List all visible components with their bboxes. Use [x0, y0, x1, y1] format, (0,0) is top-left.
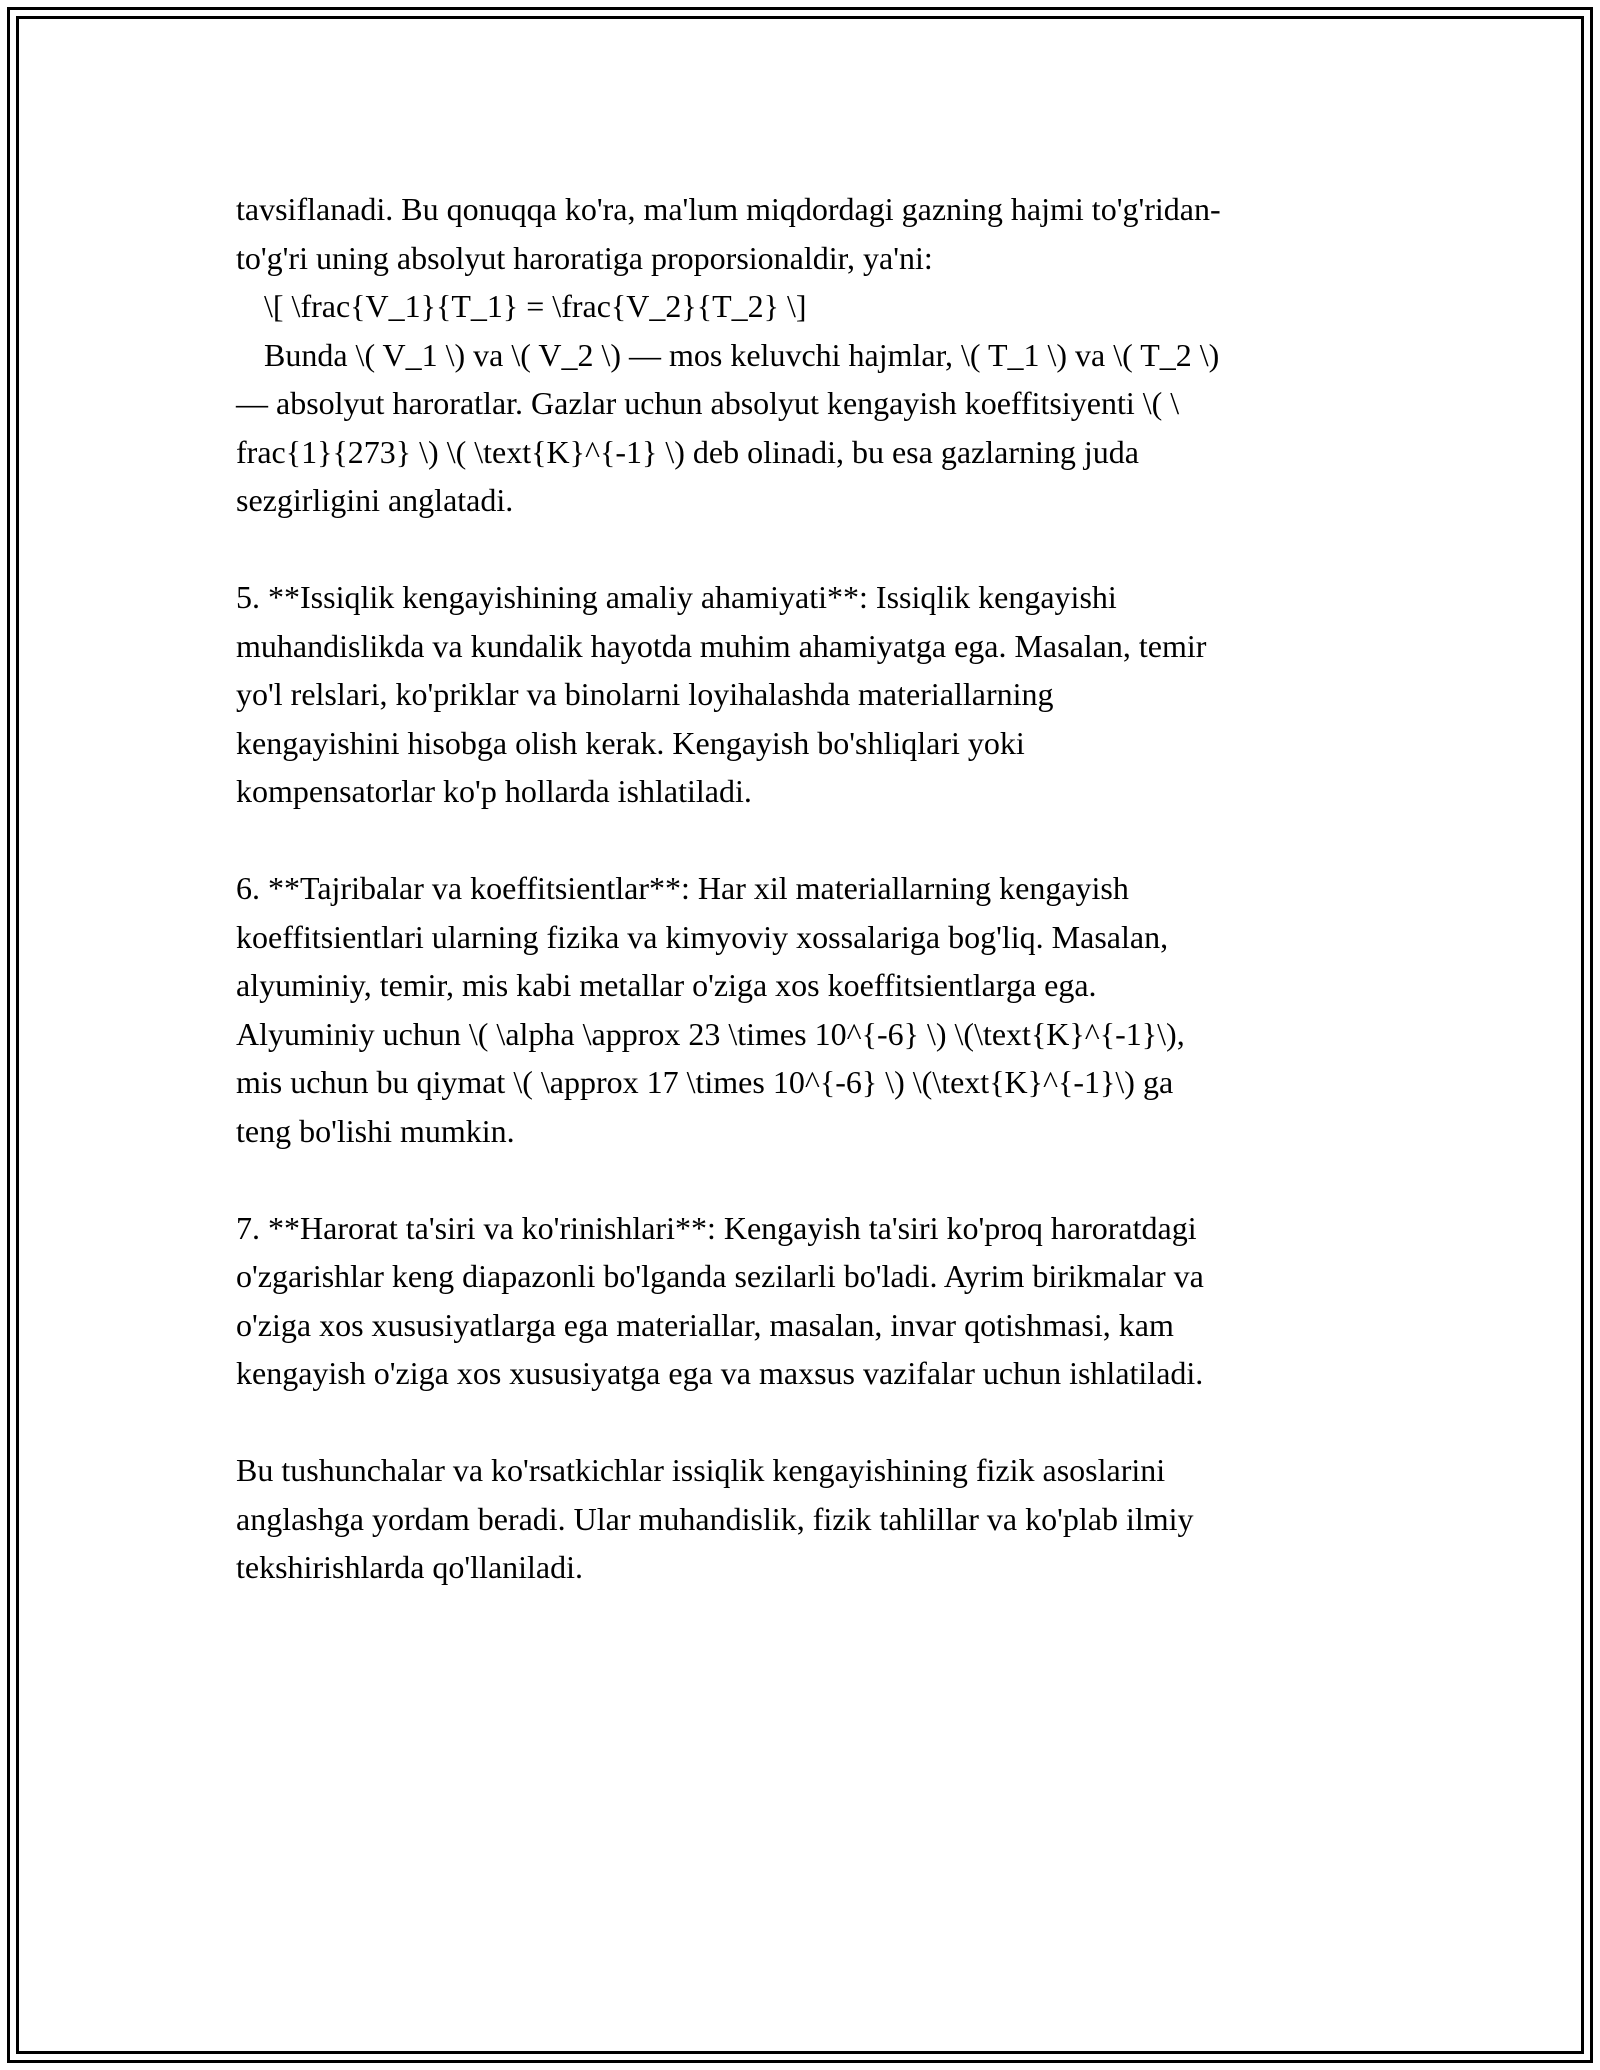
paragraph-conclusion [236, 1446, 1376, 1592]
text-line: anglashga yordam beradi. Ular muhandislik, fizik tahlillar va ko'plab ilmiy [236, 1500, 1194, 1537]
text-line: o'ziga xos xususiyatlarga ega materiallar, masalan, invar qotishmasi, kam [236, 1306, 1174, 1343]
text-line: 7. **Harorat ta'siri va ko'rinishlari**: Kengayish ta'siri ko'proq haroratdagi [236, 1209, 1197, 1246]
text-line: frac{1}{273} \) \( \text{K}^{-1} \) deb olinadi, bu esa gazlarning juda [236, 433, 1139, 470]
text-line: yo'l relslari, ko'priklar va binolarni loyihalashda materiallarning [236, 676, 1054, 712]
paragraph-temperature-effect [236, 1204, 1376, 1398]
text-line: tekshirishlarda qo'llaniladi. [236, 1549, 584, 1585]
text-line: kompensatorlar ko'p hollarda ishlatiladi. [236, 773, 752, 809]
text-line: 5. **Issiqlik kengayishining amaliy ahamiyati**: Issiqlik kengayishi [236, 579, 1117, 615]
paragraph-spacer [236, 1155, 1376, 1204]
text-line: 6. **Tajribalar va koeffitsientlar**: Har xil materiallarning kengayish [236, 870, 1129, 906]
text-line: — absolyut haroratlar. Gazlar uchun absolyut kengayish koeffitsiyenti \( \ [236, 385, 1180, 421]
text-line: Bunda \( V_1 \) va \( V_2 \) — mos keluvchi hajmlar, \( T_1 \) va \( T_2 \) [264, 336, 1220, 373]
paragraph-experiments-coefficients [236, 864, 1376, 1155]
text-line: koeffitsientlari ularning fizika va kimyoviy xossalariga bog'liq. Masalan, [236, 918, 1169, 955]
paragraph-gas-law [236, 185, 1376, 525]
text-line: Bu tushunchalar va ko'rsatkichlar issiqlik kengayishining fizik asoslarini [236, 1452, 1166, 1488]
text-line: tavsiflanadi. Bu qonuqqa ko'ra, ma'lum miqdordagi gazning hajmi to'g'ridan- [236, 191, 1221, 227]
text-line: muhandislikda va kundalik hayotda muhim ahamiyatga ega. Masalan, temir [236, 627, 1207, 664]
text-line: to'g'ri uning absolyut haroratiga proporsionaldir, ya'ni: [236, 239, 933, 276]
paragraph-spacer [236, 525, 1376, 574]
text-line: mis uchun bu qiymat \( \approx 17 \times 10^{-6} \) \(\text{K}^{-1}\) ga [236, 1064, 1174, 1100]
text-line: Alyuminiy uchun \( \alpha \approx 23 \times 10^{-6} \) \(\text{K}^{-1}\), [236, 1015, 1185, 1052]
paragraph-spacer [236, 1398, 1376, 1447]
text-line: sezgirligini anglatadi. [236, 482, 514, 518]
document-body [236, 185, 1376, 1592]
text-line: alyuminiy, temir, mis kabi metallar o'ziga xos koeffitsientlarga ega. [236, 967, 1097, 1003]
text-line: kengayish o'ziga xos xususiyatga ega va maxsus vazifalar uchun ishlatiladi. [236, 1355, 1204, 1391]
paragraph-spacer [236, 816, 1376, 865]
text-line: teng bo'lishi mumkin. [236, 1112, 515, 1149]
paragraph-practical-importance [236, 573, 1376, 816]
text-line: o'zgarishlar keng diapazonli bo'lganda sezilarli bo'ladi. Ayrim birikmalar va [236, 1258, 1204, 1294]
formula-line: \[ \frac{V_1}{T_1} = \frac{V_2}{T_2} \] [264, 288, 807, 324]
text-line: kengayishini hisobga olish kerak. Kengayish bo'shliqlari yoki [236, 724, 1025, 761]
